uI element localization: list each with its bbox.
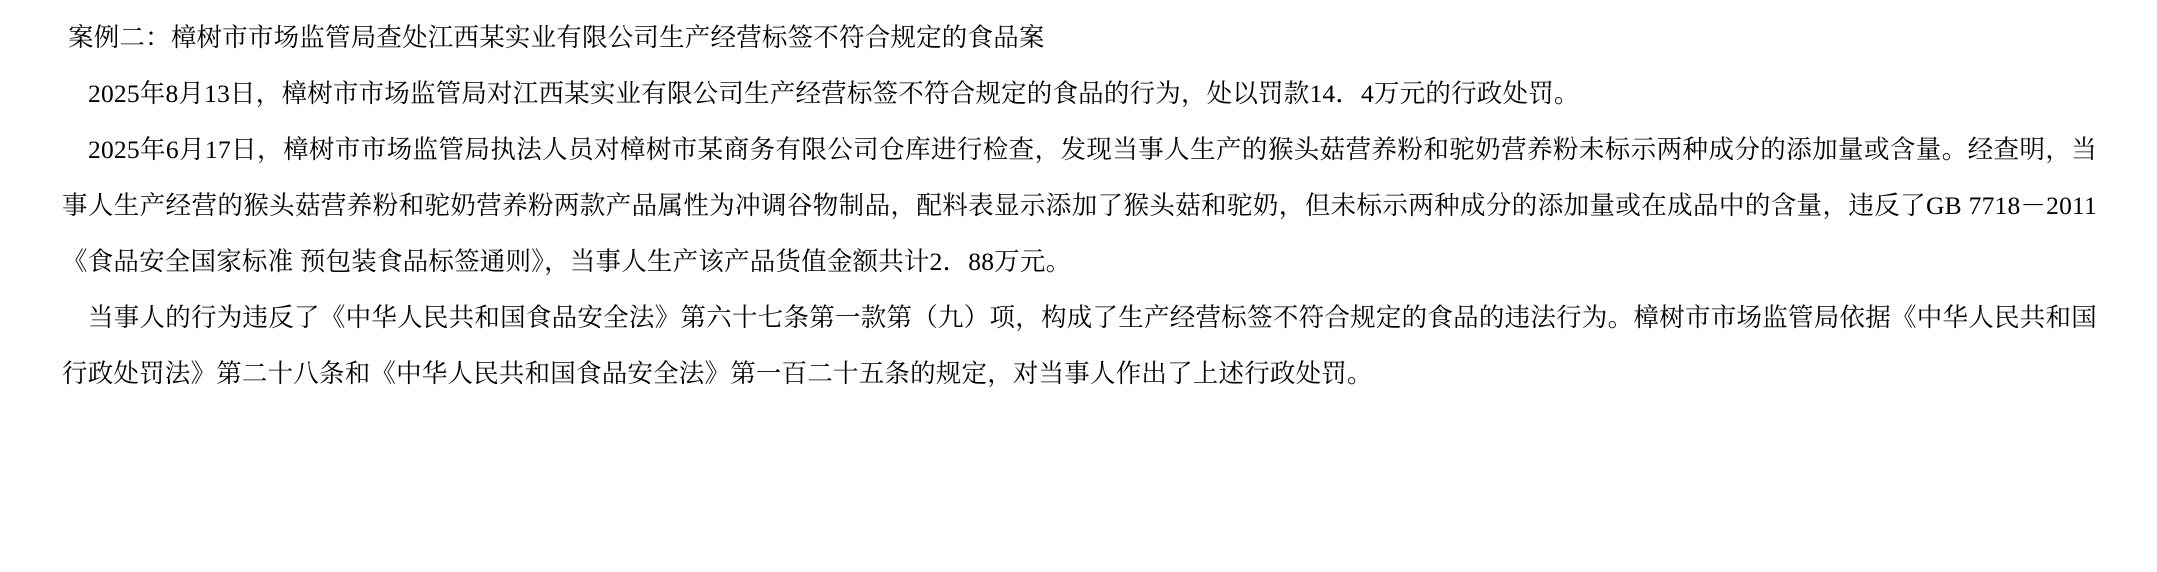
case-title-paragraph: 案例二：樟树市市场监管局查处江西某实业有限公司生产经营标签不符合规定的食品案 [68, 23, 1045, 52]
legal-basis-paragraph: 当事人的行为违反了《中华人民共和国食品安全法》第六十七条第一款第（九）项，构成了生产经营标签不符合规定的食品的违法行为。樟树市市场监管局依据《中华人民共和国行政处罚法》第二十八条和《中华人民共和国食品安全法》第一百二十五条的规定，对当事人作出了上述行政处罚。 [62, 303, 2097, 388]
penalty-summary-paragraph: 2025年8月13日，樟树市市场监管局对江西某实业有限公司生产经营标签不符合规定的食品的行为，处以罚款14．4万元的行政处罚。 [88, 79, 1580, 108]
case-facts-paragraph: 2025年6月17日，樟树市市场监管局执法人员对樟树市某商务有限公司仓库进行检查，发现当事人生产的猴头菇营养粉和驼奶营养粉未标示两种成分的添加量或含量。经查明，当事人生产经营的猴头菇营养粉和驼奶营养粉两款产品属性为冲调谷物制品，配料表显示添加了猴头菇和驼奶，但未标示两种成分的添加量或在成品中的含量，违反了GB 7718－2011《食品安全国家标准 预包装食品标签通则》，当事人生产该产品货值金额共计2．88万元。 [62, 135, 2097, 276]
document-body [62, 10, 2097, 402]
